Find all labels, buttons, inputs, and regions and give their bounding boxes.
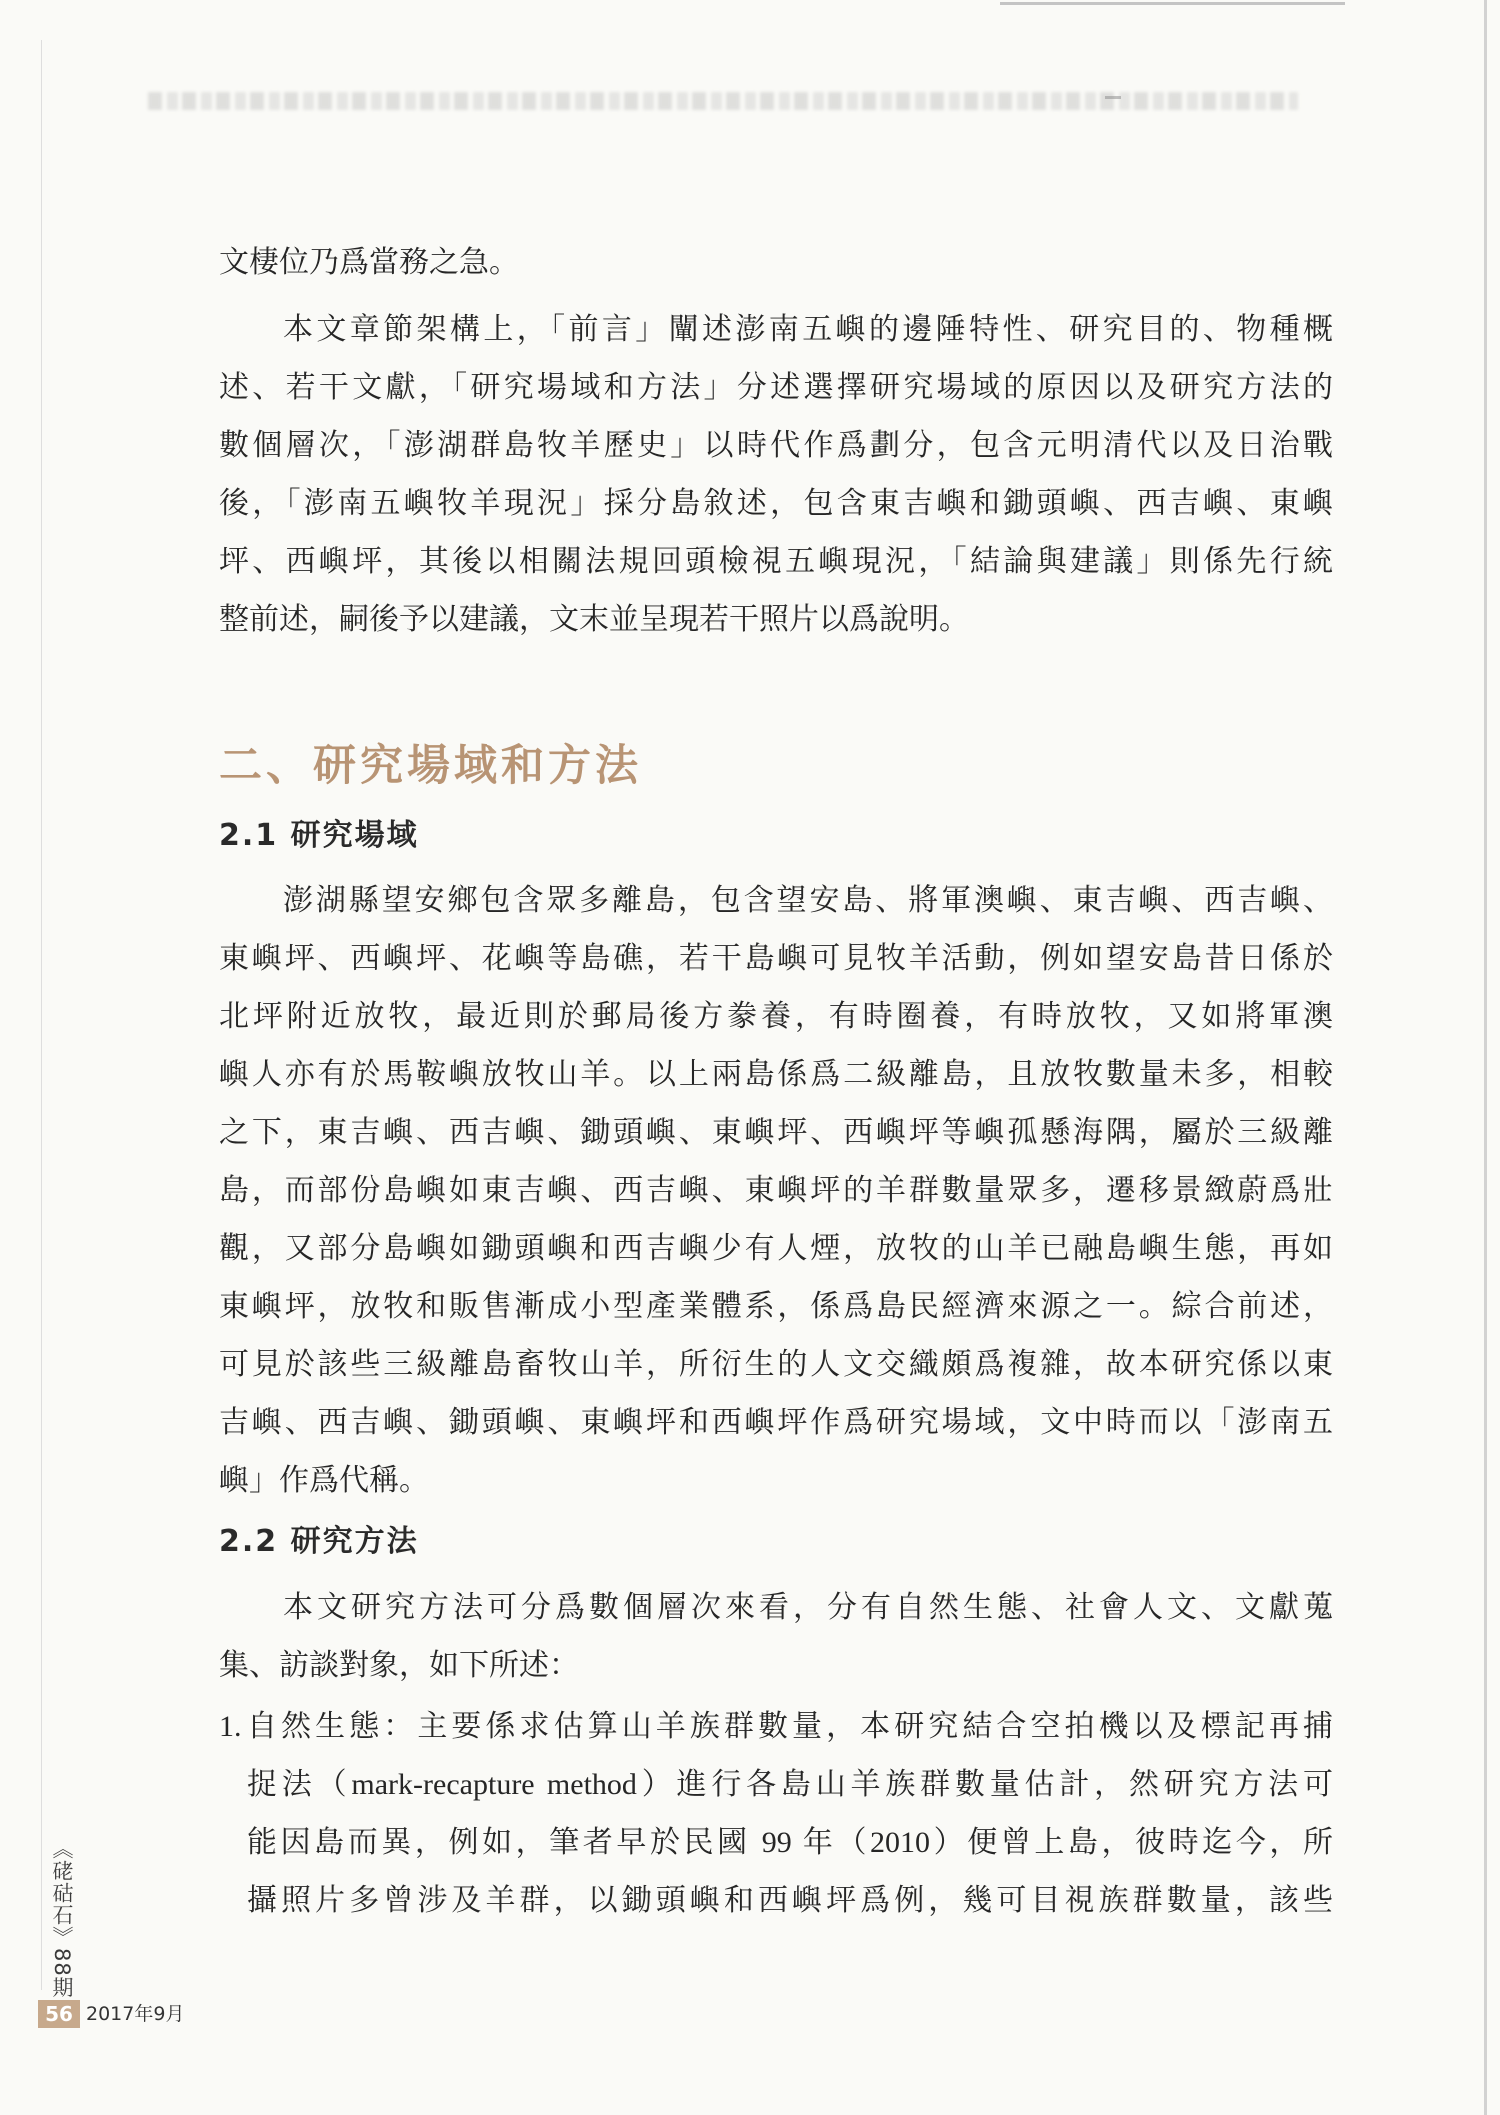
text-line: 嶼人亦有於馬鞍嶼放牧山羊。以上兩島係爲二級離島，且放牧數量未多，相較 [219,1058,1333,1091]
text-line: 島，而部份島嶼如東吉嶼、西吉嶼、東嶼坪的羊群數量眾多，遷移景緻蔚爲壯 [219,1174,1333,1207]
text-line: 吉嶼、西吉嶼、鋤頭嶼、東嶼坪和西嶼坪作爲研究場域，文中時而以「澎南五 [219,1406,1333,1439]
text-line: 述、若干文獻，「研究場域和方法」分述選擇研究場域的原因以及研究方法的 [219,371,1333,404]
text-line: 東嶼坪、西嶼坪、花嶼等島礁，若干島嶼可見牧羊活動，例如望安島昔日係於 [219,942,1333,975]
page-number: 56 [38,2000,80,2028]
text-line: 整前述，嗣後予以建議，文末並呈現若干照片以爲說明。 [219,603,969,636]
scan-left-edge [41,40,42,1990]
text-line: 之下，東吉嶼、西吉嶼、鋤頭嶼、東嶼坪、西嶼坪等嶼孤懸海隅，屬於三級離 [219,1116,1333,1149]
show-through-mark [1105,96,1121,99]
paragraph-study-area [219,872,1333,1510]
list-item-body [247,1698,1333,1930]
paragraph-methods [219,1579,1333,1695]
text-line: 自然生態：主要係求估算山羊族群數量，本研究結合空拍機以及標記再捕 [247,1710,1333,1743]
text-line: 本文章節架構上，「前言」闡述澎南五嶼的邊陲特性、研究目的、物種概 [283,313,1333,346]
scan-right-edge [1484,0,1487,2115]
text-line: 東嶼坪，放牧和販售漸成小型產業體系，係爲島民經濟來源之一。綜合前述， [219,1290,1333,1323]
text-line: 北坪附近放牧，最近則於郵局後方豢養，有時圈養，有時放牧，又如將軍澳 [219,1000,1333,1033]
section-heading: 二、研究場域和方法 [219,741,642,791]
text-line: 可見於該些三級離島畜牧山羊，所衍生的人文交織頗爲複雜，故本研究係以東 [219,1348,1333,1381]
text-line: 觀，又部分島嶼如鋤頭嶼和西吉嶼少有人煙，放牧的山羊已融島嶼生態，再如 [219,1232,1333,1265]
paragraph-continuation [219,234,1333,292]
paragraph-structure [219,301,1333,649]
text-line: 後，「澎南五嶼牧羊現況」採分島敘述，包含東吉嶼和鋤頭嶼、西吉嶼、東嶼 [219,487,1333,520]
text-line: 嶼」作爲代稱。 [219,1464,429,1497]
text-line: 數個層次，「澎湖群島牧羊歷史」以時代作爲劃分，包含元明清代以及日治戰 [219,429,1333,462]
list-item [219,1698,1333,1930]
scan-top-edge [1000,2,1345,5]
subsection-heading-2-1: 2.1 研究場域 [219,818,419,853]
subsection-heading-2-2: 2.2 研究方法 [219,1524,419,1559]
text-line: 集、訪談對象，如下所述： [219,1649,579,1682]
text-line: 本文研究方法可分爲數個層次來看，分有自然生態、社會人文、文獻蒐 [283,1591,1333,1624]
show-through-header [148,92,1298,110]
text-line: 坪、西嶼坪，其後以相關法規回頭檢視五嶼現況，「結論與建議」則係先行統 [219,545,1333,578]
text-line: 攝照片多曾涉及羊群，以鋤頭嶼和西嶼坪爲例，幾可目視族群數量，該些 [247,1884,1333,1917]
issue-date: 2017年9月 [86,2003,185,2025]
text-line: 澎湖縣望安鄉包含眾多離島，包含望安島、將軍澳嶼、東吉嶼、西吉嶼、 [283,884,1333,917]
journal-title-vertical: 《硓𥑮石》88期 [50,1838,74,1999]
text-line: 文棲位乃爲當務之急。 [219,246,519,279]
list-item-number: 1. [219,1710,242,1743]
text-line: 捉法（mark-recapture method）進行各島山羊族群數量估計，然研究方法可 [247,1768,1333,1801]
text-line: 能因島而異，例如，筆者早於民國 99 年（2010）便曾上島，彼時迄今，所 [247,1826,1333,1859]
